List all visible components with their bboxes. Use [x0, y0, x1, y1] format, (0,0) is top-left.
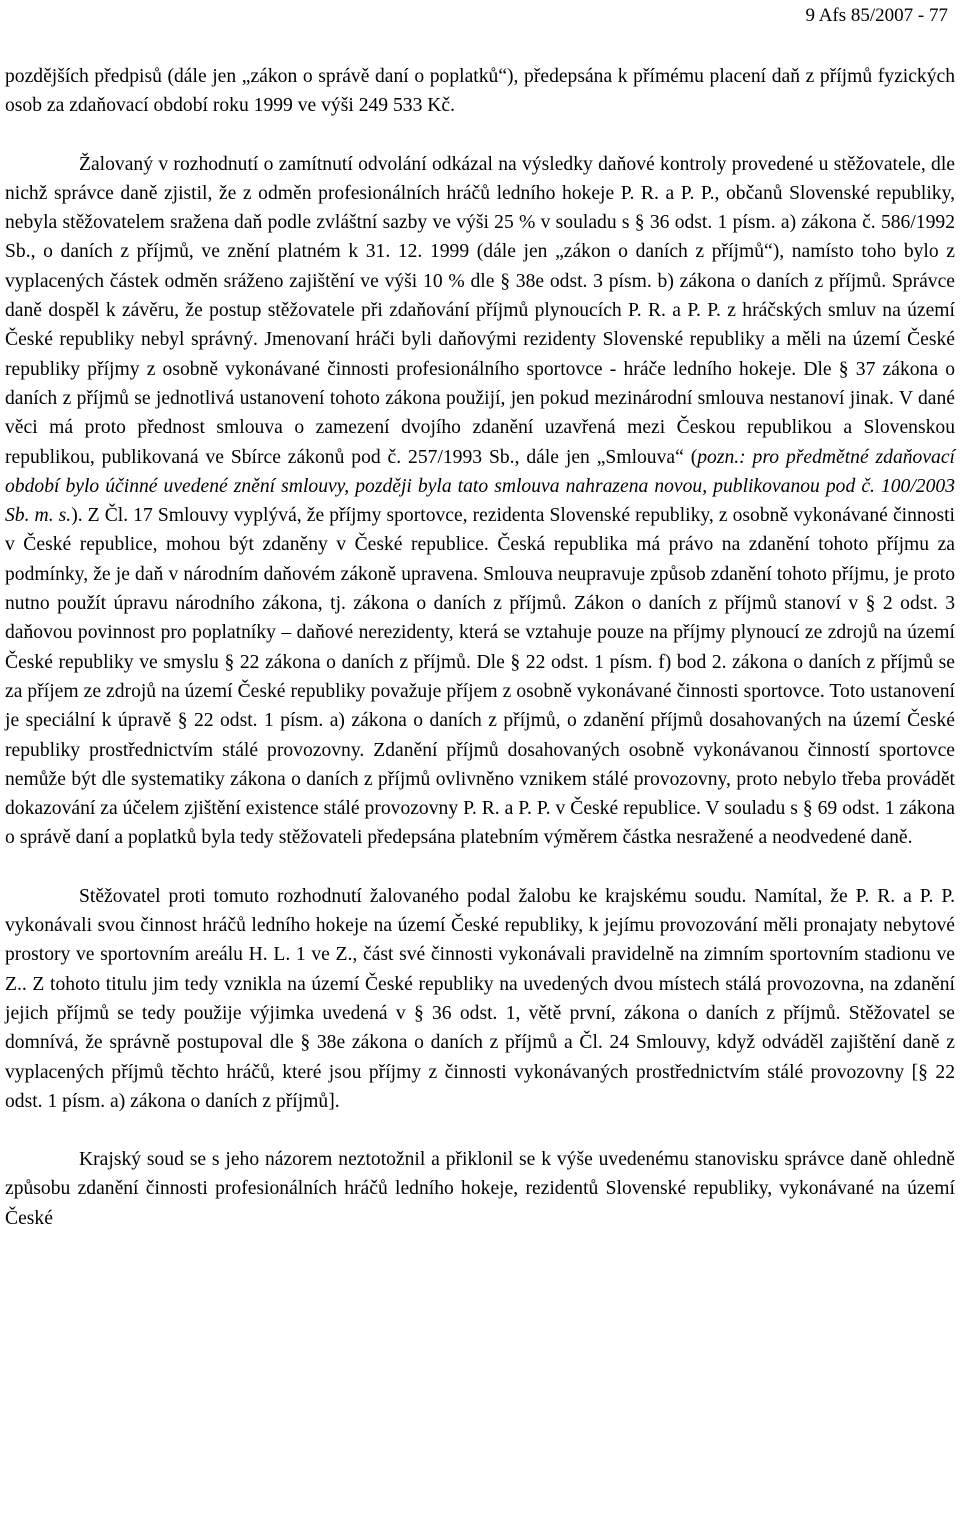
paragraph-continuation: pozdějších předpisů (dále jen „zákon o správě daní o poplatků“), předepsána k přímému placení daň z příjmů fyzických osob za zdaňovací období roku 1999 ve výši 249 533 Kč. — [5, 66, 955, 117]
paragraph-regional-court: Krajský soud se s jeho názorem neztotožnil a přiklonil se k výše uvedenému stanovisku správce daně ohledně způsobu zdanění činnosti profesionálních hráčů ledního hokeje, rezidentů Slovenské republiky, vykonávané na území České — [5, 1149, 955, 1229]
italic-note: pozn.: pro předmětné zdaňovací období bylo účinné uvedené znění smlouvy, později byla tato smlouva nahrazena novou, publikovanou pod č. 100/2003 Sb. m. s. — [5, 446, 955, 527]
paragraph-complainant-action: Stěžovatel proti tomuto rozhodnutí žalovaného podal žalobu ke krajskému soudu. Namítal, že P. R. a P. P. vykonávali svou činnost hráčů ledního hokeje na území České republiky, k jejímu provozování měli pronajaty nebytové prostory ve sportovním areálu H. L. 1 ve Z., část své činnosti vykonávali pravidelně na zimním sportovním stadionu ve Z.. Z tohoto titulu jim tedy vznikla na území České republiky na uvedených dvou místech stálá provozovna, na zdanění jejich příjmů se tedy použije výjimka uvedená v § 36 odst. 1, větě první, zákona o daních z příjmů. Stěžovatel se domnívá, že správně postupoval dle § 38e zákona o daních z příjmů a Čl. 24 Smlouvy, když odváděl zajištění daně z vyplacených příjmů těchto hráčů, které jsou příjmy z činnosti vykonávaných prostřednictvím stálé provozovny [§ 22 odst. 1 písm. a) zákona o daních z příjmů]. — [5, 885, 955, 1112]
paragraph-text: Žalovaný v rozhodnutí o zamítnutí odvolání odkázal na výsledky daňové kontroly provedené u stěžovatele, dle nichž správce daně zjistil, že z odměn profesionálních hráčů ledního hokeje P. R. a P. P., občanů Slovenské republiky, nebyla stěžovatelem sražena daň podle zvláštní sazby ve výši 25 % v souladu s § 36 odst. 1 písm. a) zákona č. 586/1992 Sb., o daních z příjmů, ve znění platném k 31. 12. 1999 (dále jen „zákon o daních z příjmů“), namísto toho bylo z vyplacených částek odměn sráženo zajištění ve výši 10 % dle § 38e odst. 3 písm. b) zákona o daních z příjmů. Správce daně dospěl k závěru, že postup stěžovatele při zdaňování příjmů plynoucích P. R. a P. P. z hráčských smluv na území České republiky nebyl správný. Jmenovaní hráči byli daňovými rezidenty Slovenské republiky a měli na území České republiky příjmy z osobně vykonávané činnosti profesionálního sportovce - hráče ledního hokeje. Dle § 37 zákona o daních z příjmů se jednotlivá ustanovení tohoto zákona použijí, jen pokud mezinárodní smlouva nestanoví jinak. V dané věci má proto přednost smlouva o zamezení dvojího zdanění uzavřená mezi Českou republikou a Slovenskou republikou, publikovaná ve Sbírce zákonů pod č. 257/1993 Sb., dále jen „Smlouva“ ( — [5, 153, 955, 468]
document-body — [5, 62, 955, 1233]
document-reference: 9 Afs 85/2007 - 77 — [805, 5, 948, 26]
paragraph-text-after: ). Z Čl. 17 Smlouvy vyplývá, že příjmy sportovce, rezidenta Slovenské republiky, z osobně vykonávané činnosti v České republice, mohou být zdaněny v České republice. Česká republika má právo na zdanění tohoto příjmu za podmínky, že je daň v národním daňovém zákoně upravena. Smlouva neupravuje způsob zdanění tohoto příjmu, je proto nutno použít úpravu národního zákona, tj. zákona o daních z příjmů. Zákon o daních z příjmů stanoví v § 2 odst. 3 daňovou povinnost pro poplatníky – daňové nerezidenty, která se vztahuje pouze na příjmy plynoucí ze zdrojů na území České republiky ve smyslu § 22 zákona o daních z příjmů. Dle § 22 odst. 1 písm. f) bod 2. zákona o daních z příjmů se za příjem ze zdrojů na území České republiky považuje příjem z osobně vykonávané činnosti sportovce. Toto ustanovení je speciální k úpravě § 22 odst. 1 písm. a) zákona o daních z příjmů, o zdanění příjmů dosahovaných na území České republiky prostřednictvím stálé provozovny. Zdanění příjmů dosahovaných osobně vykonávanou činností sportovce nemůže být dle systematiky zákona o daních z příjmů ovlivněno vznikem stálé provozovny, proto nebylo třeba provádět dokazování za účelem zjištění existence stálé provozovny P. R. a P. P. v České republice. V souladu s § 69 odst. 1 zákona o správě daní a poplatků byla tedy stěžovateli předepsána platebním výměrem částka nesražené a neodvedené daně. — [5, 505, 955, 849]
paragraph-defendant-decision — [5, 150, 955, 853]
